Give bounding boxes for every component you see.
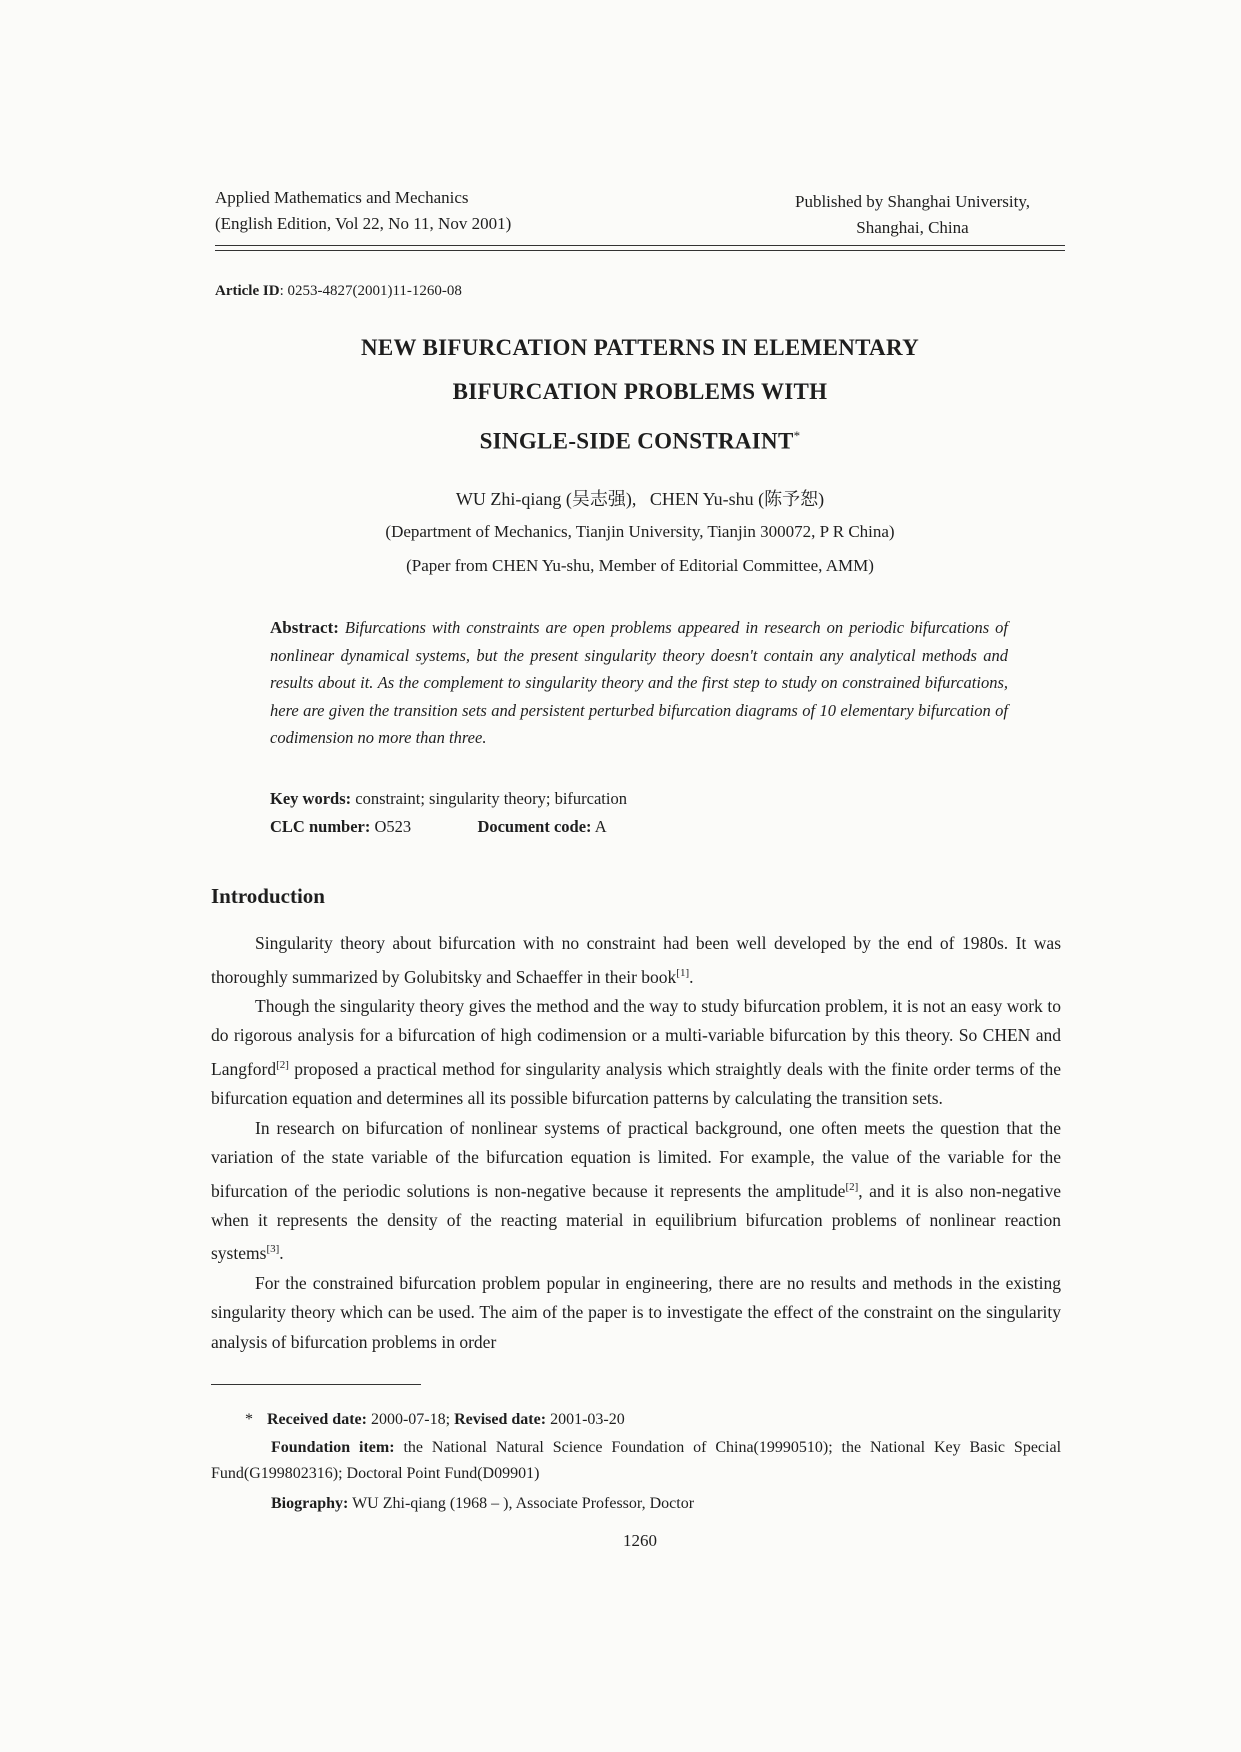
body-text — [211, 929, 1061, 1357]
citation: [2] — [845, 1180, 859, 1193]
abstract — [270, 614, 1008, 752]
document-code-label: Document code: — [477, 817, 592, 836]
clc-line — [270, 817, 607, 837]
title-line-1: NEW BIFURCATION PATTERNS IN ELEMENTARY — [361, 335, 919, 360]
title-footnote-mark: * — [793, 428, 801, 443]
title-line-3: SINGLE-SIDE CONSTRAINT — [479, 428, 794, 454]
section-title: Introduction — [211, 884, 325, 908]
citation: [3] — [266, 1243, 280, 1256]
abstract-text: Bifurcations with constraints are open problems appeared in research on periodic bifurcations of nonlinear dynamical systems, but the present singularity theory doesn't contain any analytical methods and results about it. As the complement to singularity theory and the first step to study on constrained bifurcations, here are given the transition sets and persistent perturbed bifurcation diagrams of 10 elementary bifurcation of codimension no more than three. — [270, 618, 1008, 747]
citation: [2] — [276, 1058, 289, 1071]
publisher-line2: Shanghai, China — [856, 218, 969, 237]
article-id: Article ID: 0253-4827(2001)11-1260-08 — [215, 283, 462, 299]
paragraph-2: Though the singularity theory gives the method and the way to study bifurcation problem, it is not an easy work to do rigorous analysis for a bifurcation of high codimension or a multi-variable bifurcation by this theory. So CHEN and Langford[2] proposed a practical method for singularity analysis which straightly deals with the finite order terms of the bifurcation equation and determines all its possible bifurcation patterns by calculating the transition sets. — [211, 995, 1061, 1109]
footnote-biography: Biography: WU Zhi-qiang (1968 – ), Associate Professor, Doctor — [271, 1495, 695, 1512]
paragraph-1: Singularity theory about bifurcation with no constraint had been well developed by the end of 1980s. It was thoroughly summarized by Golubitsky and Schaeffer in their book[1]. — [211, 933, 1061, 987]
header-rule-thick — [215, 245, 1065, 246]
citation: [1] — [676, 966, 690, 979]
publisher-header — [760, 189, 1065, 241]
publisher-line1: Published by Shanghai University, — [795, 192, 1030, 211]
authors: WU Zhi-qiang (吴志强), CHEN Yu-shu (陈予恕) — [455, 489, 825, 509]
paragraph-3: In research on bifurcation of nonlinear systems of practical background, one often meets the question that the variation of the state variable of the bifurcation equation is limited. For example, the value of the variable for the bifurcation of the periodic solutions is non-negative because it represents the amplitude[2], and it is also non-negative when it represents the density of the reacting material in equilibrium bifurcation problems of nonlinear reaction systems[3]. — [211, 1117, 1061, 1264]
paper-from: (Paper from CHEN Yu-shu, Member of Editorial Committee, AMM) — [406, 556, 874, 575]
title-line-2: BIFURCATION PROBLEMS WITH — [452, 379, 828, 404]
article-id-value: 0253-4827(2001)11-1260-08 — [287, 283, 462, 299]
clc-value: O523 — [374, 817, 412, 836]
page-number: 1260 — [623, 1531, 657, 1550]
document-code-value: A — [594, 817, 607, 836]
affiliation: (Department of Mechanics, Tianjin University, Tianjin 300072, P R China) — [385, 522, 895, 541]
journal-header — [215, 185, 511, 237]
journal-edition: (English Edition, Vol 22, No 11, Nov 2001) — [215, 214, 512, 233]
paper-title — [215, 326, 1065, 464]
footnote-foundation: Foundation item: the National Natural Science Foundation of China(19990510); the National Key Basic Special Fund(G199802316); Doctoral Point Fund(D09901) — [211, 1439, 1062, 1482]
journal-name: Applied Mathematics and Mechanics — [215, 188, 469, 207]
header-rule-thin — [215, 250, 1065, 251]
article-id-label: Article ID — [215, 283, 280, 299]
clc-label: CLC number: — [270, 817, 371, 836]
footnote-rule — [211, 1384, 421, 1385]
keywords-label: Key words: — [270, 789, 352, 808]
footnote-star: * — [245, 1411, 253, 1428]
keywords — [270, 789, 627, 809]
paragraph-4: For the constrained bifurcation problem popular in engineering, there are no results and methods in the existing singularity theory which can be used. The aim of the paper is to investigate the effect of the constraint on the singularity analysis of bifurcation problems in order — [211, 1272, 1061, 1352]
footnote-dates: * Received date: 2000-07-18; Revised date: 2001-03-20 — [245, 1411, 625, 1428]
abstract-label: Abstract: — [270, 618, 339, 637]
keywords-value: constraint; singularity theory; bifurcation — [355, 789, 627, 808]
